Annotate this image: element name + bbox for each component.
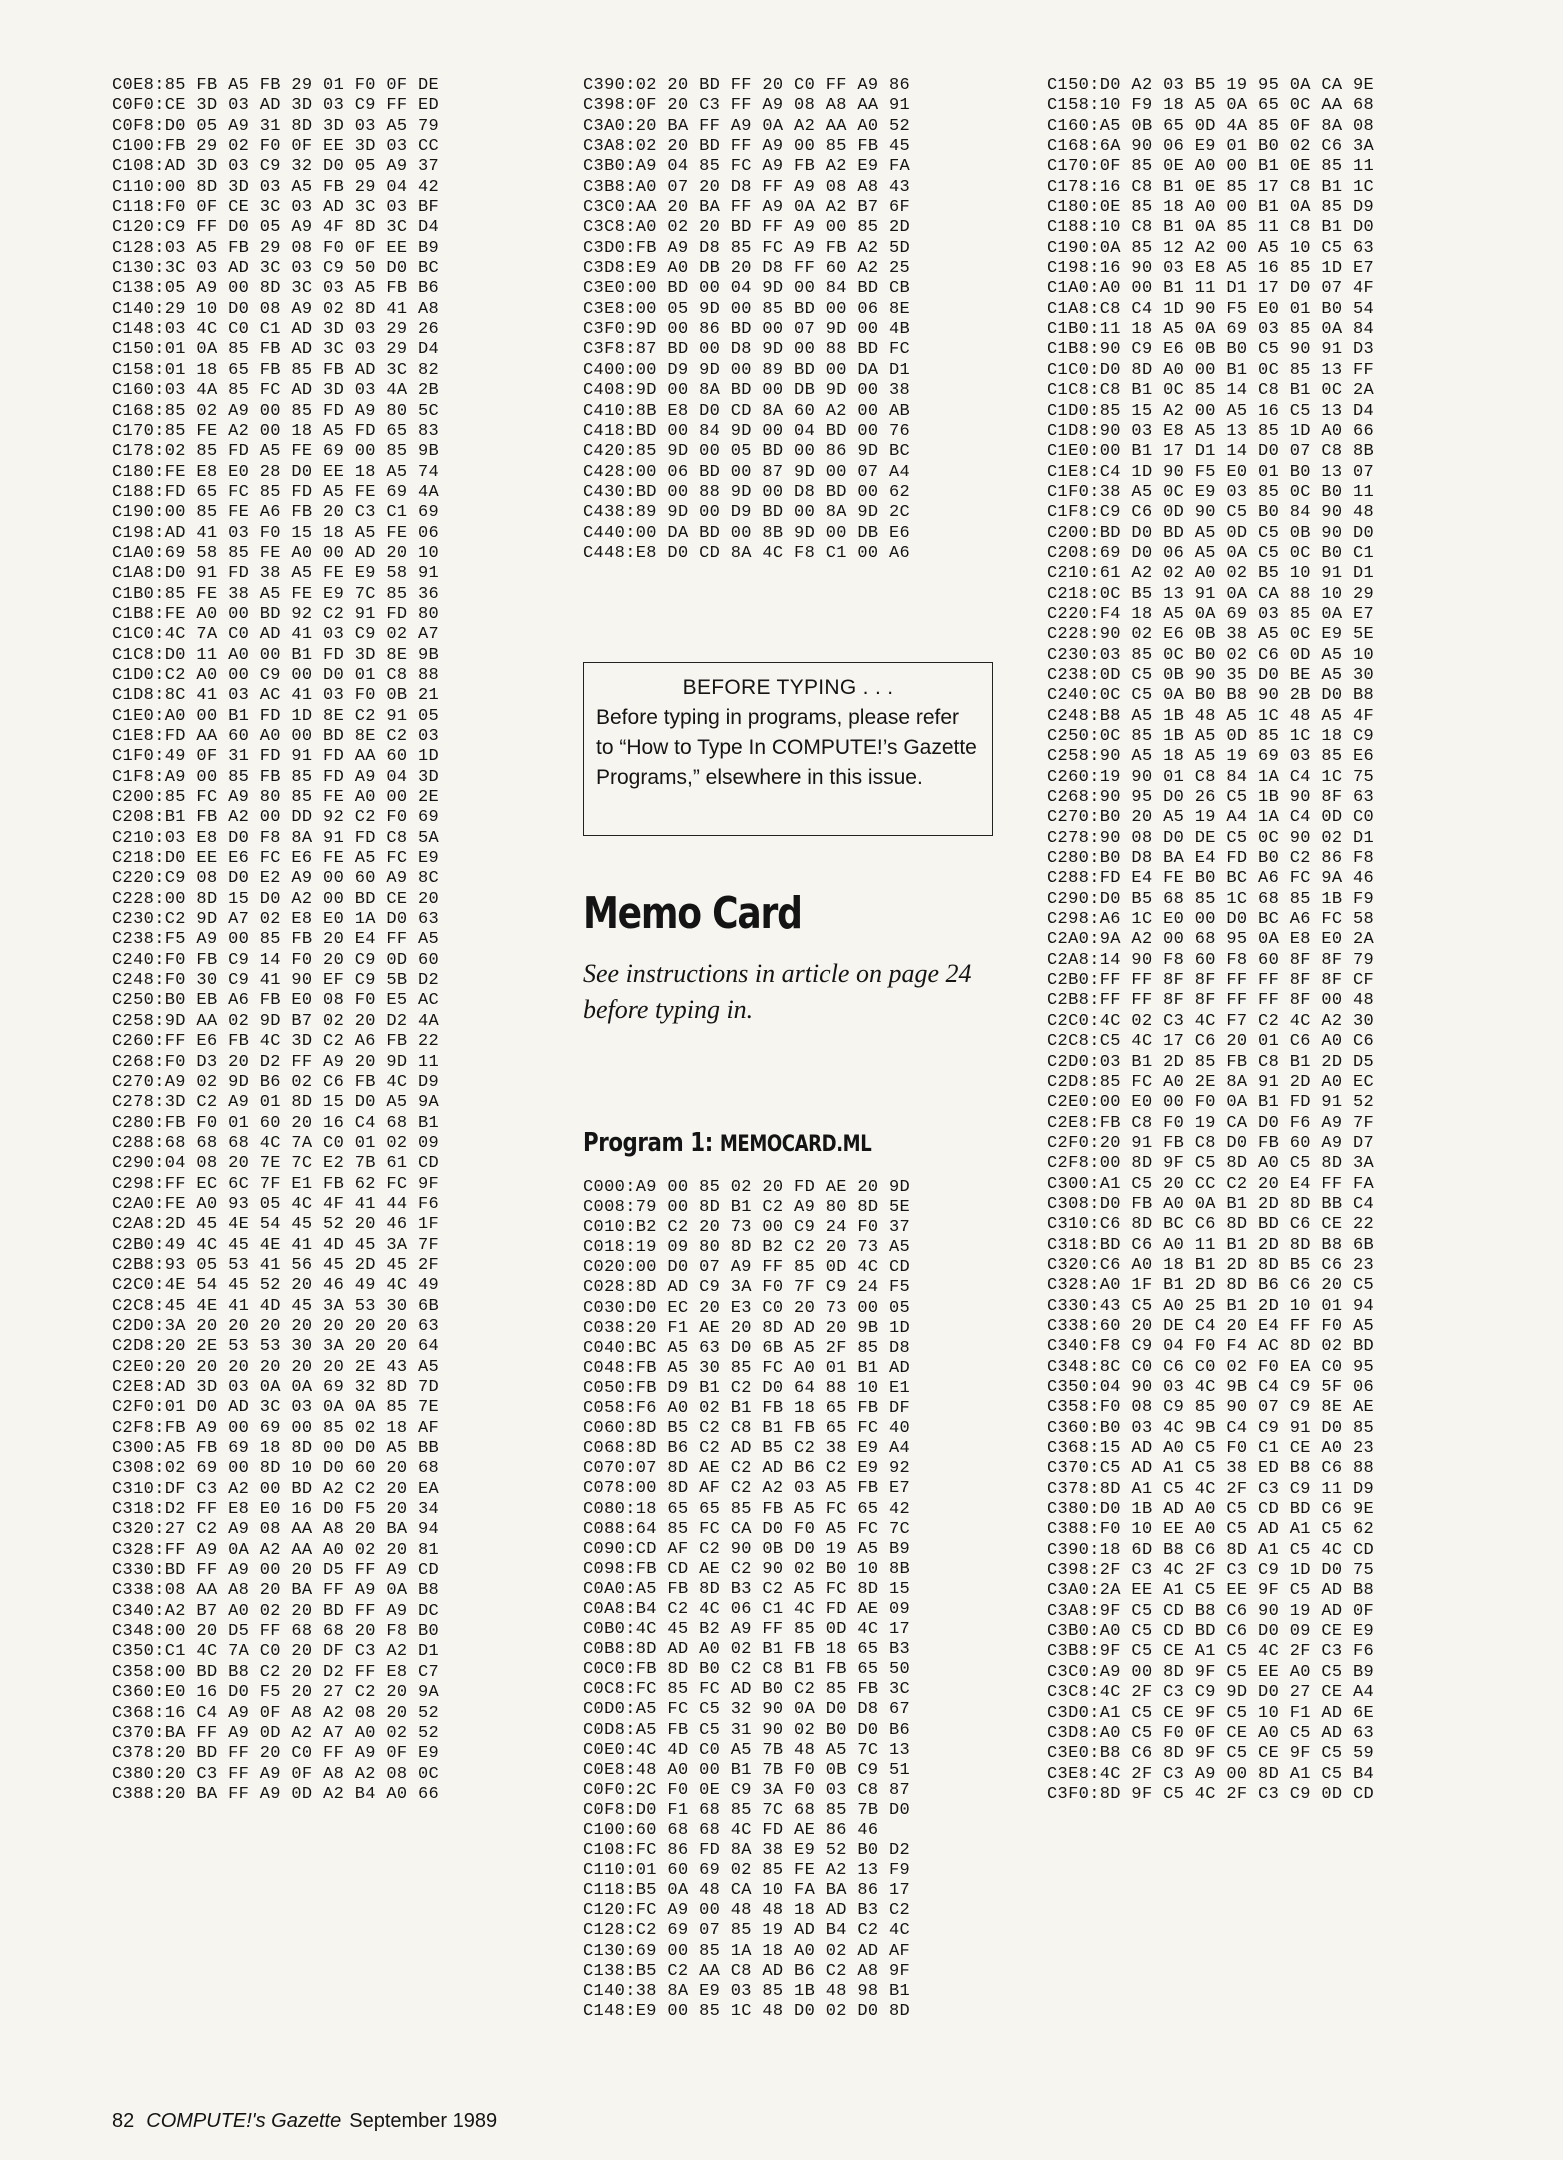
hex-line: C1C0:D0 8D A0 00 B1 0C 85 13 FF — [1047, 360, 1375, 380]
hex-line: C3A8:02 20 BD FF A9 00 85 FB 45 — [583, 137, 911, 157]
hex-line: C028:8D AD C9 3A F0 7F C9 24 F5 — [583, 1278, 911, 1298]
hex-line: C248:B8 A5 1B 48 A5 1C 48 A5 4F — [1047, 706, 1375, 726]
hex-line: C3E0:B8 C6 8D 9F C5 CE 9F C5 59 — [1047, 1744, 1375, 1764]
hex-line: C258:90 A5 18 A5 19 69 03 85 E6 — [1047, 747, 1375, 767]
hex-line: C110:01 60 69 02 85 FE A2 13 F9 — [583, 1861, 911, 1881]
hex-line: C208:69 D0 06 A5 0A C5 0C B0 C1 — [1047, 543, 1375, 563]
hex-line: C358:00 BD B8 C2 20 D2 FF E8 C7 — [112, 1662, 440, 1682]
hex-listing-column-2-bottom — [583, 1178, 910, 2022]
hex-line: C150:D0 A2 03 B5 19 95 0A CA 9E — [1047, 76, 1375, 95]
hex-line: C398:0F 20 C3 FF A9 08 A8 AA 91 — [583, 96, 911, 116]
hex-line: C020:00 D0 07 A9 FF 85 0D 4C CD — [583, 1258, 911, 1278]
hex-line: C328:FF A9 0A A2 AA A0 02 20 81 — [112, 1540, 440, 1560]
hex-line: C300:A1 C5 20 CC C2 20 E4 FF FA — [1047, 1174, 1375, 1194]
hex-line: C3B8:9F C5 CE A1 C5 4C 2F C3 F6 — [1047, 1642, 1375, 1662]
hex-line: C2A8:14 90 F8 60 F8 60 8F 8F 79 — [1047, 950, 1375, 970]
hex-line: C3B0:A0 C5 CD BD C6 D0 09 CE E9 — [1047, 1622, 1375, 1642]
hex-line: C1A8:C8 C4 1D 90 F5 E0 01 B0 54 — [1047, 299, 1375, 319]
hex-line: C108:AD 3D 03 C9 32 D0 05 A9 37 — [112, 157, 440, 177]
hex-line: C1B8:90 C9 E6 0B B0 C5 90 91 D3 — [1047, 340, 1375, 360]
hex-line: C188:10 C8 B1 0A 85 11 C8 B1 D0 — [1047, 218, 1375, 238]
hex-line: C0B8:8D AD A0 02 B1 FB 18 65 B3 — [583, 1640, 911, 1660]
hex-line: C158:10 F9 18 A5 0A 65 0C AA 68 — [1047, 96, 1375, 116]
hex-line: C2E0:20 20 20 20 20 20 2E 43 A5 — [112, 1357, 440, 1377]
hex-line: C268:F0 D3 20 D2 FF A9 20 9D 11 — [112, 1052, 440, 1072]
hex-line: C098:FB CD AE C2 90 02 B0 10 8B — [583, 1559, 911, 1579]
hex-line: C3C8:4C 2F C3 C9 9D D0 27 CE A4 — [1047, 1683, 1375, 1703]
hex-line: C240:0C C5 0A B0 B8 90 2B D0 B8 — [1047, 686, 1375, 706]
hex-listing-column-1 — [112, 76, 439, 1805]
hex-line: C2A8:2D 45 4E 54 45 52 20 46 1F — [112, 1215, 440, 1235]
hex-line: C420:85 9D 00 05 BD 00 86 9D BC — [583, 442, 911, 462]
hex-line: C1F8:A9 00 85 FB 85 FD A9 04 3D — [112, 767, 440, 787]
hex-line: C410:8B E8 D0 CD 8A 60 A2 00 AB — [583, 401, 911, 421]
hex-line: C0A0:A5 FB 8D B3 C2 A5 FC 8D 15 — [583, 1579, 911, 1599]
hex-line: C148:E9 00 85 1C 48 D0 02 D0 8D — [583, 2001, 911, 2021]
hex-line: C0C0:FB 8D B0 C2 C8 B1 FB 65 50 — [583, 1660, 911, 1680]
hex-line: C128:03 A5 FB 29 08 F0 0F EE B9 — [112, 238, 440, 258]
hex-line: C378:8D A1 C5 4C 2F C3 C9 11 D9 — [1047, 1479, 1375, 1499]
hex-line: C360:E0 16 D0 F5 20 27 C2 20 9A — [112, 1683, 440, 1703]
hex-line: C3E0:00 BD 00 04 9D 00 84 BD CB — [583, 279, 911, 299]
hex-line: C1C8:C8 B1 0C 85 14 C8 B1 0C 2A — [1047, 381, 1375, 401]
hex-line: C370:C5 AD A1 C5 38 ED B8 C6 88 — [1047, 1459, 1375, 1479]
hex-line: C348:8C C0 C6 C0 02 F0 EA C0 95 — [1047, 1357, 1375, 1377]
hex-line: C1B0:11 18 A5 0A 69 03 85 0A 84 — [1047, 320, 1375, 340]
hex-line: C3D0:A1 C5 CE 9F C5 10 F1 AD 6E — [1047, 1703, 1375, 1723]
hex-line: C168:6A 90 06 E9 01 B0 02 C6 3A — [1047, 137, 1375, 157]
hex-line: C398:2F C3 4C 2F C3 C9 1D D0 75 — [1047, 1561, 1375, 1581]
hex-line: C0E8:48 A0 00 B1 7B F0 0B C9 51 — [583, 1760, 911, 1780]
hex-line: C120:FC A9 00 48 48 18 AD B3 C2 — [583, 1901, 911, 1921]
hex-line: C0C8:FC 85 FC AD B0 C2 85 FB 3C — [583, 1680, 911, 1700]
hex-line: C170:0F 85 0E A0 00 B1 0E 85 11 — [1047, 157, 1375, 177]
hex-line: C178:16 C8 B1 0E 85 17 C8 B1 1C — [1047, 177, 1375, 197]
hex-line: C100:FB 29 02 F0 0F EE 3D 03 CC — [112, 137, 440, 157]
hex-line: C3B0:A9 04 85 FC A9 FB A2 E9 FA — [583, 157, 911, 177]
hex-line: C108:FC 86 FD 8A 38 E9 52 B0 D2 — [583, 1841, 911, 1861]
hex-line: C120:C9 FF D0 05 A9 4F 8D 3C D4 — [112, 218, 440, 238]
hex-line: C278:3D C2 A9 01 8D 15 D0 A5 9A — [112, 1093, 440, 1113]
hex-line: C228:00 8D 15 D0 A2 00 BD CE 20 — [112, 889, 440, 909]
hex-line: C418:BD 00 84 9D 00 04 BD 00 76 — [583, 421, 911, 441]
hex-line: C198:16 90 03 E8 A5 16 85 1D E7 — [1047, 259, 1375, 279]
hex-line: C0E8:85 FB A5 FB 29 01 F0 0F DE — [112, 76, 440, 95]
hex-line: C258:9D AA 02 9D B7 02 20 D2 4A — [112, 1011, 440, 1031]
hex-line: C200:85 FC A9 80 85 FE A0 00 2E — [112, 788, 440, 808]
hex-line: C388:20 BA FF A9 0D A2 B4 A0 66 — [112, 1784, 440, 1804]
hex-line: C080:18 65 65 85 FB A5 FC 65 42 — [583, 1499, 911, 1519]
hex-line: C200:BD D0 BD A5 0D C5 0B 90 D0 — [1047, 523, 1375, 543]
hex-line: C050:FB D9 B1 C2 D0 64 88 10 E1 — [583, 1378, 911, 1398]
hex-line: C408:9D 00 8A BD 00 DB 9D 00 38 — [583, 381, 911, 401]
hex-line: C400:00 D9 9D 00 89 BD 00 DA D1 — [583, 360, 911, 380]
hex-line: C030:D0 EC 20 E3 C0 20 73 00 05 — [583, 1298, 911, 1318]
hex-line: C048:FB A5 30 85 FC A0 01 B1 AD — [583, 1358, 911, 1378]
hex-line: C040:BC A5 63 D0 6B A5 2F 85 D8 — [583, 1338, 911, 1358]
hex-line: C038:20 F1 AE 20 8D AD 20 9B 1D — [583, 1318, 911, 1338]
hex-line: C290:04 08 20 7E 7C E2 7B 61 CD — [112, 1154, 440, 1174]
hex-line: C138:05 A9 00 8D 3C 03 A5 FB B6 — [112, 279, 440, 299]
hex-line: C380:D0 1B AD A0 C5 CD BD C6 9E — [1047, 1500, 1375, 1520]
hex-line: C160:A5 0B 65 0D 4A 85 0F 8A 08 — [1047, 116, 1375, 136]
hex-line: C308:02 69 00 8D 10 D0 60 20 68 — [112, 1459, 440, 1479]
hex-line: C160:03 4A 85 FC AD 3D 03 4A 2B — [112, 381, 440, 401]
hex-line: C3C0:AA 20 BA FF A9 0A A2 B7 6F — [583, 198, 911, 218]
hex-line: C1F0:49 0F 31 FD 91 FD AA 60 1D — [112, 747, 440, 767]
hex-line: C2E8:FB C8 F0 19 CA D0 F6 A9 7F — [1047, 1113, 1375, 1133]
hex-line: C310:DF C3 A2 00 BD A2 C2 20 EA — [112, 1479, 440, 1499]
hex-line: C260:FF E6 FB 4C 3D C2 A6 FB 22 — [112, 1032, 440, 1052]
hex-line: C280:FB F0 01 60 20 16 C4 68 B1 — [112, 1113, 440, 1133]
hex-line: C388:F0 10 EE A0 C5 AD A1 C5 62 — [1047, 1520, 1375, 1540]
hex-line: C1E8:C4 1D 90 F5 E0 01 B0 13 07 — [1047, 462, 1375, 482]
hex-line: C0A8:B4 C2 4C 06 C1 4C FD AE 09 — [583, 1599, 911, 1619]
hex-line: C128:C2 69 07 85 19 AD B4 C2 4C — [583, 1921, 911, 1941]
hex-line: C2E0:00 E0 00 F0 0A B1 FD 91 52 — [1047, 1093, 1375, 1113]
hex-line: C1A0:69 58 85 FE A0 00 AD 20 10 — [112, 543, 440, 563]
hex-line: C130:69 00 85 1A 18 A0 02 AD AF — [583, 1941, 911, 1961]
hex-line: C368:16 C4 A9 0F A8 A2 08 20 52 — [112, 1703, 440, 1723]
hex-line: C1A0:A0 00 B1 11 D1 17 D0 07 4F — [1047, 279, 1375, 299]
hex-line: C220:F4 18 A5 0A 69 03 85 0A E7 — [1047, 604, 1375, 624]
hex-line: C3A0:2A EE A1 C5 EE 9F C5 AD B8 — [1047, 1581, 1375, 1601]
hex-line: C2B0:49 4C 45 4E 41 4D 45 3A 7F — [112, 1235, 440, 1255]
hex-line: C270:A9 02 9D B6 02 C6 FB 4C D9 — [112, 1072, 440, 1092]
article-title: Memo Card — [583, 888, 802, 939]
hex-line: C348:00 20 D5 FF 68 68 20 F8 B0 — [112, 1622, 440, 1642]
hex-line: C138:B5 C2 AA C8 AD B6 C2 A8 9F — [583, 1961, 911, 1981]
hex-line: C2F0:20 91 FB C8 D0 FB 60 A9 D7 — [1047, 1133, 1375, 1153]
hex-line: C180:FE E8 E0 28 D0 EE 18 A5 74 — [112, 462, 440, 482]
hex-line: C2A0:FE A0 93 05 4C 4F 41 44 F6 — [112, 1194, 440, 1214]
hex-line: C2C0:4C 02 C3 4C F7 C2 4C A2 30 — [1047, 1011, 1375, 1031]
hex-line: C100:60 68 68 4C FD AE 86 46 — [583, 1821, 879, 1840]
hex-line: C188:FD 65 FC 85 FD A5 FE 69 4A — [112, 482, 440, 502]
hex-line: C448:E8 D0 CD 8A 4C F8 C1 00 A6 — [583, 543, 911, 563]
hex-line: C2A0:9A A2 00 68 95 0A E8 E0 2A — [1047, 930, 1375, 950]
hex-line: C060:8D B5 C2 C8 B1 FB 65 FC 40 — [583, 1419, 911, 1439]
program-heading — [583, 1128, 871, 1158]
hex-line: C430:BD 00 88 9D 00 D8 BD 00 62 — [583, 482, 911, 502]
hex-line: C238:F5 A9 00 85 FB 20 E4 FF A5 — [112, 930, 440, 950]
hex-line: C370:BA FF A9 0D A2 A7 A0 02 52 — [112, 1723, 440, 1743]
hex-line: C2C0:4E 54 45 52 20 46 49 4C 49 — [112, 1276, 440, 1296]
hex-line: C180:0E 85 18 A0 00 B1 0A 85 D9 — [1047, 198, 1375, 218]
hex-line: C298:A6 1C E0 00 D0 BC A6 FC 58 — [1047, 910, 1375, 930]
hex-line: C1C0:4C 7A C0 AD 41 03 C9 02 A7 — [112, 625, 440, 645]
hex-line: C2D0:3A 20 20 20 20 20 20 20 63 — [112, 1316, 440, 1336]
hex-line: C088:64 85 FC CA D0 F0 A5 FC 7C — [583, 1519, 911, 1539]
hex-line: C268:90 95 D0 26 C5 1B 90 8F 63 — [1047, 788, 1375, 808]
hex-line: C000:A9 00 85 02 20 FD AE 20 9D — [583, 1178, 911, 1197]
hex-line: C310:C6 8D BC C6 8D BD C6 CE 22 — [1047, 1215, 1375, 1235]
hex-line: C390:02 20 BD FF 20 C0 FF A9 86 — [583, 76, 911, 95]
hex-line: C010:B2 C2 20 73 00 C9 24 F0 37 — [583, 1218, 911, 1238]
hex-line: C2F0:01 D0 AD 3C 03 0A 0A 85 7E — [112, 1398, 440, 1418]
hex-line: C438:89 9D 00 D9 BD 00 8A 9D 2C — [583, 503, 911, 523]
hex-line: C1C8:D0 11 A0 00 B1 FD 3D 8E 9B — [112, 645, 440, 665]
hex-line: C198:AD 41 03 F0 15 18 A5 FE 06 — [112, 523, 440, 543]
hex-line: C170:85 FE A2 00 18 A5 FD 65 83 — [112, 421, 440, 441]
hex-line: C3E8:00 05 9D 00 85 BD 00 06 8E — [583, 299, 911, 319]
hex-line: C228:90 02 E6 0B 38 A5 0C E9 5E — [1047, 625, 1375, 645]
hex-line: C220:C9 08 D0 E2 A9 00 60 A9 8C — [112, 869, 440, 889]
hex-line: C140:38 8A E9 03 85 1B 48 98 B1 — [583, 1981, 911, 2001]
hex-line: C230:C2 9D A7 02 E8 E0 1A D0 63 — [112, 910, 440, 930]
hex-line: C278:90 08 D0 DE C5 0C 90 02 D1 — [1047, 828, 1375, 848]
hex-line: C218:0C B5 13 91 0A CA 88 10 29 — [1047, 584, 1375, 604]
hex-line: C440:00 DA BD 00 8B 9D 00 DB E6 — [583, 523, 911, 543]
hex-listing-column-2-top — [583, 76, 910, 564]
hex-line: C1D0:C2 A0 00 C9 00 D0 01 C8 88 — [112, 665, 440, 685]
hex-line: C1B0:85 FE 38 A5 FE E9 7C 85 36 — [112, 584, 440, 604]
hex-line: C320:27 C2 A9 08 AA A8 20 BA 94 — [112, 1520, 440, 1540]
hex-line: C070:07 8D AE C2 AD B6 C2 E9 92 — [583, 1459, 911, 1479]
hex-line: C330:BD FF A9 00 20 D5 FF A9 CD — [112, 1561, 440, 1581]
hex-line: C318:D2 FF E8 E0 16 D0 F5 20 34 — [112, 1500, 440, 1520]
hex-line: C2B0:FF FF 8F 8F FF FF 8F 8F CF — [1047, 971, 1375, 991]
hex-line: C078:00 8D AF C2 A2 03 A5 FB E7 — [583, 1479, 911, 1499]
hex-line: C280:B0 D8 BA E4 FD B0 C2 86 F8 — [1047, 849, 1375, 869]
hex-line: C3D8:A0 C5 F0 0F CE A0 C5 AD 63 — [1047, 1723, 1375, 1743]
hex-line: C2D8:85 FC A0 2E 8A 91 2D A0 EC — [1047, 1072, 1375, 1092]
hex-line: C118:B5 0A 48 CA 10 FA BA 86 17 — [583, 1881, 911, 1901]
hex-line: C2B8:93 05 53 41 56 45 2D 45 2F — [112, 1255, 440, 1275]
hex-line: C118:F0 0F CE 3C 03 AD 3C 03 BF — [112, 198, 440, 218]
hex-line: C298:FF EC 6C 7F E1 FB 62 FC 9F — [112, 1174, 440, 1194]
hex-line: C3F8:87 BD 00 D8 9D 00 88 BD FC — [583, 340, 911, 360]
hex-line: C2C8:45 4E 41 4D 45 3A 53 30 6B — [112, 1296, 440, 1316]
hex-line: C2B8:FF FF 8F 8F FF FF 8F 00 48 — [1047, 991, 1375, 1011]
page-number: 82 — [112, 2110, 135, 2132]
hex-line: C0E0:4C 4D C0 A5 7B 48 A5 7C 13 — [583, 1740, 911, 1760]
hex-line: C328:A0 1F B1 2D 8D B6 C6 20 C5 — [1047, 1276, 1375, 1296]
hex-line: C260:19 90 01 C8 84 1A C4 1C 75 — [1047, 767, 1375, 787]
hex-line: C1E0:00 B1 17 D1 14 D0 07 C8 8B — [1047, 442, 1375, 462]
hex-line: C008:79 00 8D B1 C2 A9 80 8D 5E — [583, 1198, 911, 1218]
hex-line: C330:43 C5 A0 25 B1 2D 10 01 94 — [1047, 1296, 1375, 1316]
hex-line: C360:B0 03 4C 9B C4 C9 91 D0 85 — [1047, 1418, 1375, 1438]
hex-line: C300:A5 FB 69 18 8D 00 D0 A5 BB — [112, 1439, 440, 1459]
article-instructions: See instructions in article on page 24 before typing in. — [583, 959, 972, 1024]
hex-line: C0F0:CE 3D 03 AD 3D 03 C9 FF ED — [112, 96, 440, 116]
hex-line: C368:15 AD A0 C5 F0 C1 CE A0 23 — [1047, 1439, 1375, 1459]
hex-line: C288:68 68 68 4C 7A C0 01 02 09 — [112, 1133, 440, 1153]
hex-line: C248:F0 30 C9 41 90 EF C9 5B D2 — [112, 971, 440, 991]
hex-line: C3D0:FB A9 D8 85 FC A9 FB A2 5D — [583, 238, 911, 258]
hex-line: C090:CD AF C2 90 0B D0 19 A5 B9 — [583, 1539, 911, 1559]
hex-line: C3C0:A9 00 8D 9F C5 EE A0 C5 B9 — [1047, 1662, 1375, 1682]
hex-line: C340:F8 C9 04 F0 F4 AC 8D 02 BD — [1047, 1337, 1375, 1357]
hex-line: C158:01 18 65 FB 85 FB AD 3C 82 — [112, 360, 440, 380]
hex-line: C210:61 A2 02 A0 02 B5 10 91 D1 — [1047, 564, 1375, 584]
hex-line: C2F8:00 8D 9F C5 8D A0 C5 8D 3A — [1047, 1154, 1375, 1174]
hex-line: C2D0:03 B1 2D 85 FB C8 B1 2D D5 — [1047, 1052, 1375, 1072]
page-footer — [112, 2110, 497, 2133]
hex-listing-column-3 — [1047, 76, 1374, 1805]
hex-line: C3A8:9F C5 CD B8 C6 90 19 AD 0F — [1047, 1601, 1375, 1621]
notice-body: Before typing in programs, please refer to “How to Type In COMPUTE!’s Gazette Programs,” elsewhere in this issue. — [596, 706, 977, 789]
hex-line: C240:F0 FB C9 14 F0 20 C9 0D 60 — [112, 950, 440, 970]
hex-line: C1E0:A0 00 B1 FD 1D 8E C2 91 05 — [112, 706, 440, 726]
hex-line: C218:D0 EE E6 FC E6 FE A5 FC E9 — [112, 849, 440, 869]
hex-line: C350:C1 4C 7A C0 20 DF C3 A2 D1 — [112, 1642, 440, 1662]
hex-line: C140:29 10 D0 08 A9 02 8D 41 A8 — [112, 299, 440, 319]
hex-line: C250:B0 EB A6 FB E0 08 F0 E5 AC — [112, 991, 440, 1011]
hex-line: C338:08 AA A8 20 BA FF A9 0A B8 — [112, 1581, 440, 1601]
hex-line: C190:0A 85 12 A2 00 A5 10 C5 63 — [1047, 238, 1375, 258]
hex-line: C2C8:C5 4C 17 C6 20 01 C6 A0 C6 — [1047, 1032, 1375, 1052]
hex-line: C320:C6 A0 18 B1 2D 8D B5 C6 23 — [1047, 1255, 1375, 1275]
hex-line: C288:FD E4 FE B0 BC A6 FC 9A 46 — [1047, 869, 1375, 889]
hex-line: C1D8:8C 41 03 AC 41 03 F0 0B 21 — [112, 686, 440, 706]
hex-line: C230:03 85 0C B0 02 C6 0D A5 10 — [1047, 645, 1375, 665]
hex-line: C1D8:90 03 E8 A5 13 85 1D A0 66 — [1047, 421, 1375, 441]
hex-line: C1F0:38 A5 0C E9 03 85 0C B0 11 — [1047, 482, 1375, 502]
hex-line: C3E8:4C 2F C3 A9 00 8D A1 C5 B4 — [1047, 1764, 1375, 1784]
hex-line: C358:F0 08 C9 85 90 07 C9 8E AE — [1047, 1398, 1375, 1418]
hex-line: C0D0:A5 FC C5 32 90 0A D0 D8 67 — [583, 1700, 911, 1720]
hex-line: C130:3C 03 AD 3C 03 C9 50 D0 BC — [112, 259, 440, 279]
hex-line: C3F0:8D 9F C5 4C 2F C3 C9 0D CD — [1047, 1784, 1375, 1804]
hex-line: C3C8:A0 02 20 BD FF A9 00 85 2D — [583, 218, 911, 238]
hex-line: C238:0D C5 0B 90 35 D0 BE A5 30 — [1047, 665, 1375, 685]
hex-line: C380:20 C3 FF A9 0F A8 A2 08 0C — [112, 1764, 440, 1784]
hex-line: C0F0:2C F0 0E C9 3A F0 03 C8 87 — [583, 1780, 911, 1800]
hex-line: C068:8D B6 C2 AD B5 C2 38 E9 A4 — [583, 1439, 911, 1459]
program-label: Program 1: — [583, 1128, 713, 1158]
hex-line: C190:00 85 FE A6 FB 20 C3 C1 69 — [112, 503, 440, 523]
hex-line: C308:D0 FB A0 0A B1 2D 8D BB C4 — [1047, 1194, 1375, 1214]
hex-line: C1E8:FD AA 60 A0 00 BD 8E C2 03 — [112, 727, 440, 746]
hex-line: C208:B1 FB A2 00 DD 92 C2 F0 69 — [112, 808, 440, 828]
hex-line: C250:0C 85 1B A5 0D 85 1C 18 C9 — [1047, 727, 1375, 746]
hex-line: C1D0:85 15 A2 00 A5 16 C5 13 D4 — [1047, 401, 1375, 421]
hex-line: C018:19 09 80 8D B2 C2 20 73 A5 — [583, 1238, 911, 1258]
hex-line: C2F8:FB A9 00 69 00 85 02 18 AF — [112, 1418, 440, 1438]
hex-line: C318:BD C6 A0 11 B1 2D 8D B8 6B — [1047, 1235, 1375, 1255]
hex-line: C338:60 20 DE C4 20 E4 FF F0 A5 — [1047, 1316, 1375, 1336]
hex-line: C3B8:A0 07 20 D8 FF A9 08 A8 43 — [583, 177, 911, 197]
before-typing-notice — [583, 662, 993, 836]
hex-line: C1F8:C9 C6 0D 90 C5 B0 84 90 48 — [1047, 503, 1375, 523]
hex-line: C150:01 0A 85 FB AD 3C 03 29 D4 — [112, 340, 440, 360]
hex-line: C0F8:D0 05 A9 31 8D 3D 03 A5 79 — [112, 116, 440, 136]
hex-line: C3A0:20 BA FF A9 0A A2 AA A0 52 — [583, 116, 911, 136]
hex-line: C340:A2 B7 A0 02 20 BD FF A9 DC — [112, 1601, 440, 1621]
hex-line: C168:85 02 A9 00 85 FD A9 80 5C — [112, 401, 440, 421]
hex-line: C110:00 8D 3D 03 A5 FB 29 04 42 — [112, 177, 440, 197]
hex-line: C390:18 6D B8 C6 8D A1 C5 4C CD — [1047, 1540, 1375, 1560]
hex-line: C2D8:20 2E 53 53 30 3A 20 20 64 — [112, 1337, 440, 1357]
hex-line: C058:F6 A0 02 B1 FB 18 65 FB DF — [583, 1399, 911, 1419]
hex-line: C178:02 85 FD A5 FE 69 00 85 9B — [112, 442, 440, 462]
hex-line: C1B8:FE A0 00 BD 92 C2 91 FD 80 — [112, 604, 440, 624]
hex-line: C3F0:9D 00 86 BD 00 07 9D 00 4B — [583, 320, 911, 340]
hex-line: C428:00 06 BD 00 87 9D 00 07 A4 — [583, 462, 911, 482]
hex-line: C0B0:4C 45 B2 A9 FF 85 0D 4C 17 — [583, 1620, 911, 1640]
hex-line: C210:03 E8 D0 F8 8A 91 FD C8 5A — [112, 828, 440, 848]
hex-line: C2E8:AD 3D 03 0A 0A 69 32 8D 7D — [112, 1378, 440, 1397]
hex-line: C350:04 90 03 4C 9B C4 C9 5F 06 — [1047, 1378, 1375, 1397]
program-filename: MEMOCARD.ML — [719, 1132, 872, 1157]
hex-line: C290:D0 B5 68 85 1C 68 85 1B F9 — [1047, 889, 1375, 909]
hex-line: C270:B0 20 A5 19 A4 1A C4 0D C0 — [1047, 808, 1375, 828]
magazine-name: COMPUTE!'s Gazette — [146, 2110, 342, 2132]
hex-line: C3D8:E9 A0 DB 20 D8 FF 60 A2 25 — [583, 259, 911, 279]
hex-line: C0F8:D0 F1 68 85 7C 68 85 7B D0 — [583, 1800, 911, 1820]
hex-line: C1A8:D0 91 FD 38 A5 FE E9 58 91 — [112, 564, 440, 584]
issue-date: September 1989 — [349, 2110, 498, 2132]
hex-line: C0D8:A5 FB C5 31 90 02 B0 D0 B6 — [583, 1720, 911, 1740]
hex-line: C378:20 BD FF 20 C0 FF A9 0F E9 — [112, 1744, 440, 1764]
notice-title: BEFORE TYPING . . . — [682, 676, 894, 699]
hex-line: C148:03 4C C0 C1 AD 3D 03 29 26 — [112, 320, 440, 340]
